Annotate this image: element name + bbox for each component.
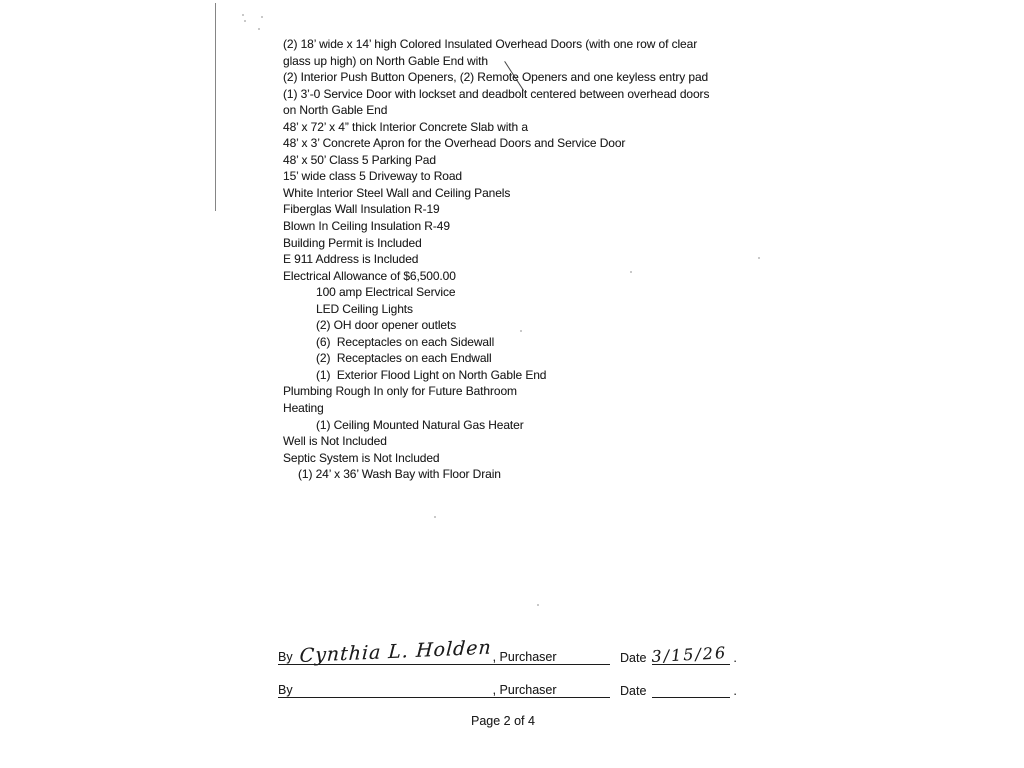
spec-line: Building Permit is Included — [283, 235, 422, 250]
purchaser-label: , Purchaser — [492, 683, 557, 697]
scan-speck — [244, 20, 246, 22]
spec-line: (1) Ceiling Mounted Natural Gas Heater — [316, 417, 524, 432]
signature-area — [297, 677, 493, 697]
spec-line: (2) OH door opener outlets — [316, 318, 457, 333]
spec-line: Septic System is Not Included — [283, 450, 440, 465]
purchaser-label: , Purchaser — [492, 650, 557, 664]
signature-area — [297, 636, 493, 667]
by-label: By — [278, 683, 293, 697]
purchaser-signature-row-2 — [278, 678, 740, 698]
spec-line: Plumbing Rough In only for Future Bathroom — [283, 384, 517, 399]
scan-speck — [258, 28, 260, 30]
purchaser-signature: Cynthia L. Holden — [298, 636, 493, 667]
date-line — [652, 677, 730, 698]
signature-line — [278, 636, 610, 667]
scan-speck — [537, 604, 539, 606]
spec-line: glass up high) on North Gable End with — [283, 53, 488, 68]
spec-line: Fiberglas Wall Insulation R-19 — [283, 202, 440, 217]
scan-edge-line — [215, 3, 216, 211]
spec-line: (2) Interior Push Button Openers, (2) Remote Openers and one keyless entry pad — [283, 70, 709, 85]
spec-line: Heating — [283, 401, 324, 416]
spec-line: White Interior Steel Wall and Ceiling Panels — [283, 185, 511, 200]
spec-line: LED Ceiling Lights — [316, 301, 413, 316]
spec-line: (2) Receptacles on each Endwall — [316, 351, 492, 366]
line-terminator: . — [733, 684, 737, 698]
spec-list — [283, 36, 709, 483]
spec-line: 48’ x 72’ x 4” thick Interior Concrete Slab with a — [283, 119, 528, 134]
line-terminator: . — [733, 651, 737, 665]
spec-line: 15’ wide class 5 Driveway to Road — [283, 169, 463, 184]
signature-line — [278, 677, 610, 698]
spec-line: (1) 24’ x 36’ Wash Bay with Floor Drain — [298, 467, 501, 482]
scan-speck — [434, 516, 436, 518]
date-label: Date — [620, 684, 647, 698]
by-label: By — [278, 650, 293, 664]
scan-speck — [261, 16, 263, 18]
spec-line: Well is Not Included — [283, 434, 387, 449]
spec-line: 48’ x 50’ Class 5 Parking Pad — [283, 152, 436, 167]
purchaser-signature-row-1 — [278, 636, 740, 667]
spec-line: (6) Receptacles on each Sidewall — [316, 334, 495, 349]
spec-line: Blown In Ceiling Insulation R-49 — [283, 219, 450, 234]
scan-speck — [758, 257, 760, 259]
scan-speck — [242, 14, 244, 16]
page-number: Page 2 of 4 — [471, 714, 535, 728]
spec-line: 100 amp Electrical Service — [316, 285, 456, 300]
handwritten-date: 3/15/26 — [651, 643, 728, 666]
spec-line: Electrical Allowance of $6,500.00 — [283, 268, 456, 283]
spec-line: (2) 18’ wide x 14’ high Colored Insulated Overhead Doors (with one row of clear — [283, 37, 698, 51]
date-label: Date — [620, 651, 647, 665]
spec-line: 48’ x 3’ Concrete Apron for the Overhead Doors and Service Door — [283, 136, 626, 151]
spec-line: (1) Exterior Flood Light on North Gable End — [316, 367, 547, 382]
spec-line: E 911 Address is Included — [283, 252, 419, 267]
date-line — [652, 644, 730, 665]
spec-line: (1) 3’-0 Service Door with lockset and deadbolt centered between overhead doors — [283, 86, 710, 101]
spec-line: on North Gable End — [283, 103, 388, 118]
